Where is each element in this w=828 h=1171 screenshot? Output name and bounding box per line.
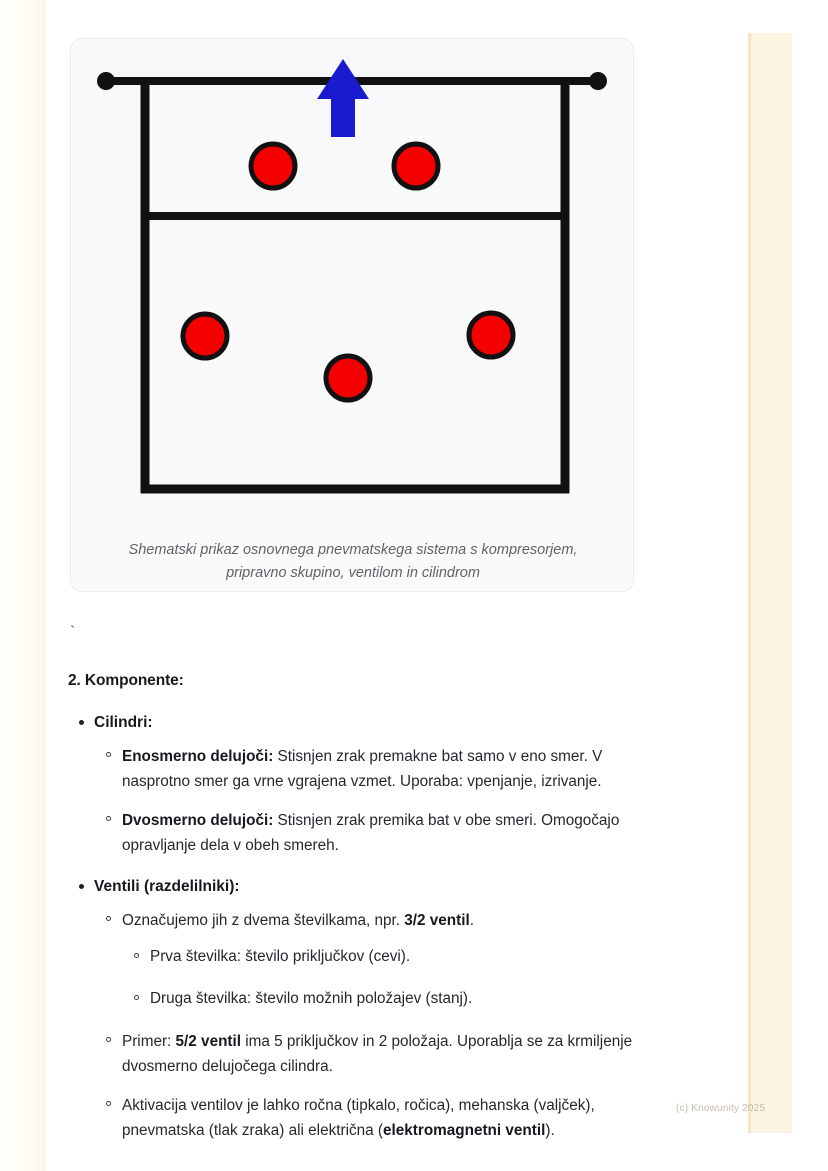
- list-item-enosmerno: [94, 744, 668, 794]
- right-node-dot-icon: [589, 72, 607, 90]
- primer-post: ima 5 priključkov in 2 položaja. Uporablja se za krmiljenje dvosmerno delujočega cilindra.: [122, 1033, 633, 1075]
- section-heading-komponente: 2. Komponente:: [68, 672, 184, 689]
- dvosmerno-term: Dvosmerno delujoči:: [122, 812, 274, 829]
- figure-card: [70, 38, 634, 592]
- list-item-primer: [94, 1029, 668, 1079]
- list-item-ventili: [68, 876, 668, 1143]
- oznacujemo-post: .: [469, 912, 474, 929]
- list-item-cilindri: [68, 712, 668, 858]
- enosmerno-term: Enosmerno delujoči:: [122, 748, 274, 765]
- watermark-knowunity: (c) Knowunity 2025: [676, 1103, 766, 1114]
- schematic-svg: [93, 51, 611, 529]
- list-item-druga-stevilka: Druga številka: število možnih položajev (stanj).: [122, 987, 668, 1011]
- components-list: [68, 712, 668, 1143]
- stray-backtick-mark: `: [68, 624, 78, 641]
- list-item-aktivacija: [94, 1093, 668, 1143]
- figure-caption-line-2: pripravno skupino, ventilom in cilindrom: [226, 565, 480, 581]
- cilindri-sublist: [94, 744, 668, 858]
- stevilke-sublist: [122, 945, 668, 1011]
- enosmerno-desc: Stisnjen zrak premakne bat samo v eno smer. V nasprotno smer ga vrne vgrajena vzmet. Uporaba: vpenjanje, izrivanje.: [122, 748, 603, 790]
- figure-caption-line-1: Shematski prikaz osnovnega pnevmatskega sistema s kompresorjem,: [128, 542, 578, 558]
- list-item-dvosmerno: [94, 808, 668, 858]
- list-item-oznacujemo: [94, 908, 668, 1011]
- right-margin-band: [748, 33, 795, 1133]
- left-node-dot-icon: [97, 72, 115, 90]
- oznacujemo-pre: Označujemo jih z dvema številkama, npr.: [122, 912, 405, 929]
- primer-pre: Primer:: [122, 1033, 176, 1050]
- blue-up-arrow-icon: [317, 59, 369, 137]
- left-margin-strip: [0, 0, 46, 1171]
- article-content: [68, 672, 668, 1161]
- red-circle-bottom-left: [183, 314, 227, 358]
- list-item-prva-stevilka: Prva številka: število priključkov (cevi).: [122, 945, 668, 969]
- aktivacija-bold: elektromagnetni ventil: [383, 1122, 546, 1139]
- pneumatic-schematic-diagram: [93, 51, 611, 529]
- primer-bold: 5/2 ventil: [175, 1033, 242, 1050]
- oznacujemo-bold: 3/2 ventil: [404, 912, 470, 929]
- aktivacija-post: ).: [545, 1122, 555, 1139]
- list-item-cilindri-label: Cilindri:: [94, 714, 153, 731]
- figure-caption: [95, 539, 611, 585]
- red-circle-bottom-right: [469, 313, 513, 357]
- red-circle-top-left: [251, 144, 295, 188]
- right-outer-area: [792, 0, 828, 1171]
- red-circle-top-right: [394, 144, 438, 188]
- ventili-sublist: [94, 908, 668, 1143]
- list-item-ventili-label: Ventili (razdelilniki):: [94, 878, 240, 895]
- aktivacija-pre: Aktivacija ventilov je lahko ročna (tipkalo, ročica), mehanska (valjček), pnevmatska (tlak zraka) ali električna (: [122, 1097, 595, 1139]
- dvosmerno-desc: Stisnjen zrak premika bat v obe smeri. Omogočajo opravljanje dela v obeh smereh.: [122, 812, 620, 854]
- red-circle-bottom-center: [326, 356, 370, 400]
